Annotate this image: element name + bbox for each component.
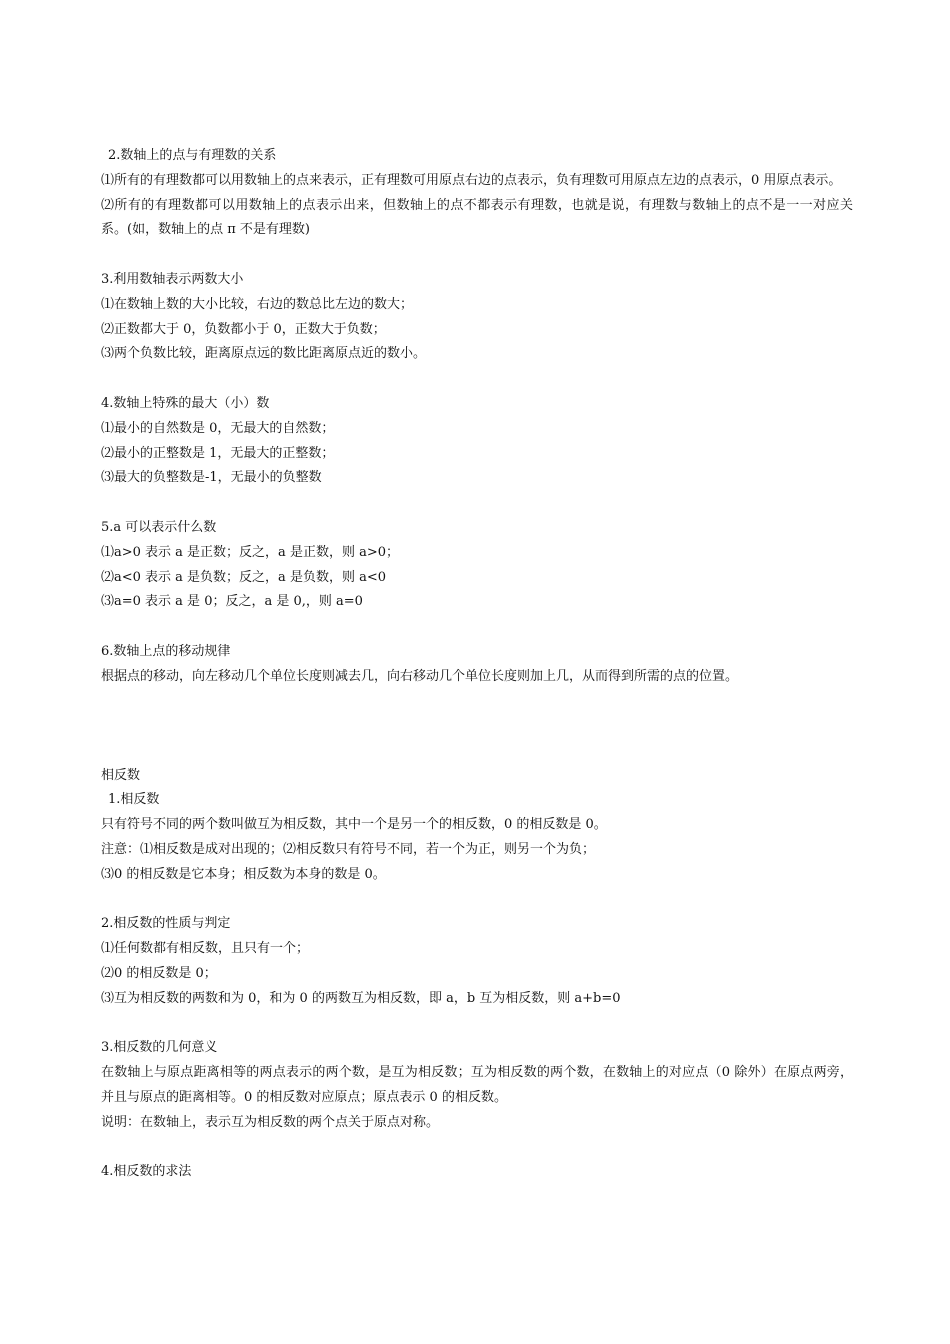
spacer <box>101 367 853 392</box>
section-heading-opposite-4: 4.相反数的求法 <box>101 1164 192 1180</box>
section-heading-compare: 3.利用数轴表示两数大小 <box>101 271 244 287</box>
paragraph-a-item-3: ⑶a=0 表示 a 是 0；反之，a 是 0,，则 a=0 <box>101 594 363 610</box>
paragraph-opposite-1-line-3: ⑶0 的相反数是它本身；相反数为本身的数是 0。 <box>101 866 386 882</box>
spacer <box>101 615 853 640</box>
paragraph-number-line-item-1: ⑴所有的有理数都可以用数轴上的点来表示，正有理数可用原点右边的点表示，负有理数可用原点左边的点表示，0 用原点表示。 <box>101 172 842 188</box>
spacer <box>101 888 853 913</box>
page-section-title-opposite: 相反数 <box>101 767 141 783</box>
section-heading-opposite-2: 2.相反数的性质与判定 <box>101 916 231 932</box>
paragraph-opposite-1-line-1: 只有符号不同的两个数叫做互为相反数，其中一个是另一个的相反数，0 的相反数是 0。 <box>101 817 607 833</box>
paragraph-number-line-item-2: ⑵所有的有理数都可以用数轴上的点表示出来，但数轴上的点不都表示有理数，也就是说，有理数与数轴上的点不是一一对应关系。(如，数轴上的点 π 不是有理数) <box>101 197 853 238</box>
section-heading-number-line-relation: 2.数轴上的点与有理数的关系 <box>108 148 277 163</box>
paragraph-opposite-2-line-3: ⑶互为相反数的两数和为 0，和为 0 的两数互为相反数，即 a，b 互为相反数，则 a+b=0 <box>101 990 621 1006</box>
section-heading-opposite-1: 1.相反数 <box>108 792 160 808</box>
section-heading-opposite-3: 3.相反数的几何意义 <box>101 1040 218 1056</box>
paragraph-move-item-1: 根据点的移动，向左移动几个单位长度则减去几，向右移动几个单位长度则加上几，从而得到所需的点的位置。 <box>101 668 739 684</box>
paragraph-extreme-item-2: ⑵最小的正整数是 1，无最大的正整数； <box>101 445 335 461</box>
paragraph-compare-item-2: ⑵正数都大于 0，负数都小于 0，正数大于负数； <box>101 321 386 337</box>
section-heading-move: 6.数轴上点的移动规律 <box>101 643 231 659</box>
spacer <box>101 1135 853 1160</box>
section-heading-extreme: 4.数轴上特殊的最大（小）数 <box>101 395 270 411</box>
paragraph-opposite-3-line-1: 在数轴上与原点距离相等的两点表示的两个数，是互为相反数；互为相反数的两个数，在数轴上的对应点（0 除外）在原点两旁，并且与原点的距离相等。0 的相反数对应原点；原点表示 0 的相反数。 <box>101 1065 853 1105</box>
spacer <box>101 690 853 764</box>
paragraph-compare-item-3: ⑶两个负数比较，距离原点远的数比距离原点近的数小。 <box>101 346 427 362</box>
paragraph-opposite-1-line-2: 注意：⑴相反数是成对出现的；⑵相反数只有符号不同，若一个为正，则另一个为负； <box>101 841 596 857</box>
paragraph-extreme-item-1: ⑴最小的自然数是 0，无最大的自然数； <box>101 420 335 436</box>
spacer <box>101 1012 853 1037</box>
document-body <box>101 144 853 1185</box>
paragraph-compare-item-1: ⑴在数轴上数的大小比较，右边的数总比左边的数大； <box>101 296 414 312</box>
paragraph-a-item-2: ⑵a<0 表示 a 是负数；反之，a 是负数，则 a<0 <box>101 569 386 585</box>
paragraph-opposite-2-line-1: ⑴任何数都有相反数，且只有一个； <box>101 941 310 957</box>
spacer <box>101 243 853 268</box>
paragraph-a-item-1: ⑴a>0 表示 a 是正数；反之，a 是正数，则 a>0； <box>101 544 399 560</box>
paragraph-extreme-item-3: ⑶最大的负整数是-1，无最小的负整数 <box>101 470 322 486</box>
spacer <box>101 491 853 516</box>
paragraph-opposite-3-line-2: 说明：在数轴上，表示互为相反数的两个点关于原点对称。 <box>101 1114 440 1130</box>
paragraph-opposite-2-line-2: ⑵0 的相反数是 0； <box>101 965 217 981</box>
section-heading-a: 5.a 可以表示什么数 <box>101 519 217 535</box>
